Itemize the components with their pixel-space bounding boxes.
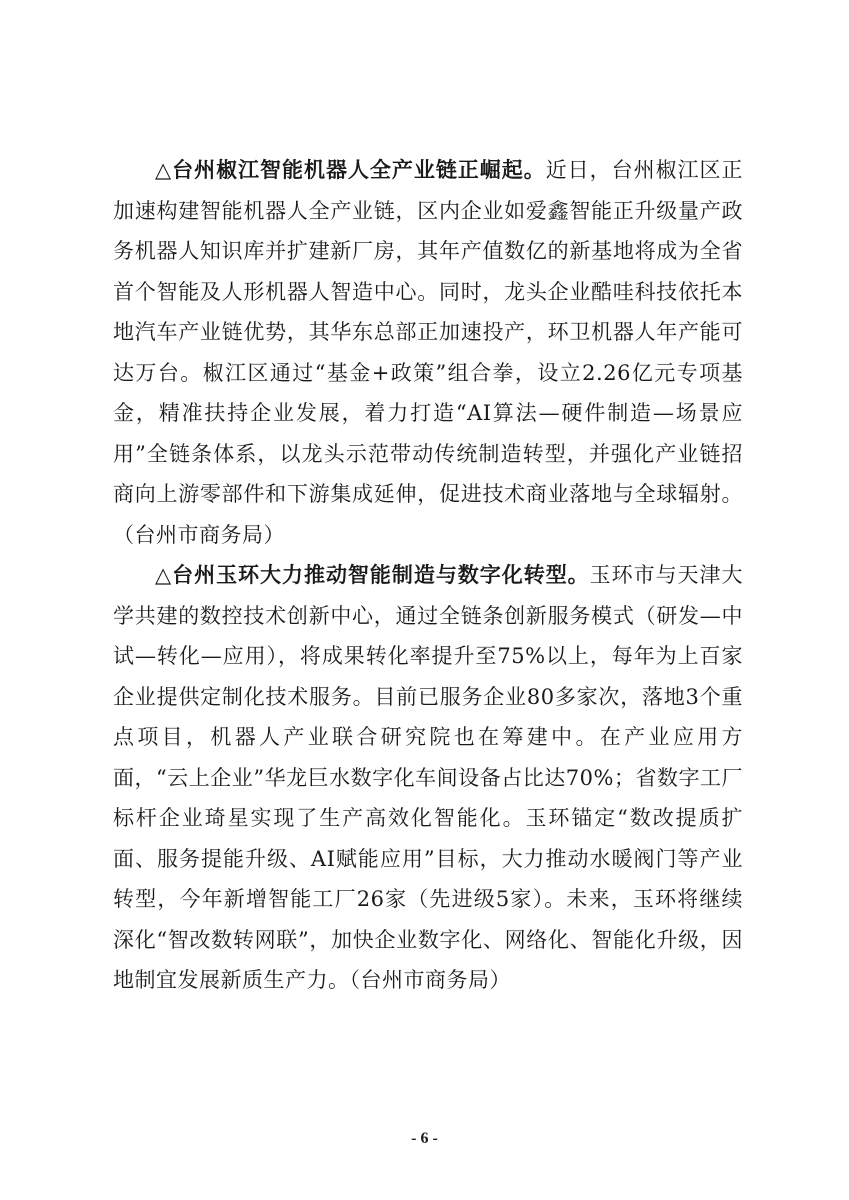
news-paragraph-jiaojiang [113,150,743,555]
document-body [113,150,743,1001]
paragraph-text: 近日，台州椒江区正加速构建智能机器人全产业链，区内企业如爱鑫智能正升级量产政务机器人知识库并扩建新厂房，其年产值数亿的新基地将成为全省首个智能及人形机器人智造中心。同时，龙头企业酷哇科技依托本地汽车产业链优势，其华东总部正加速投产，环卫机器人年产能可达万台。椒江区通过“基金+政策”组合拳，设立2.26亿元专项基金，精准扶持企业发展，着力打造“AI算法—硬件制造—场景应用”全链条体系，以龙头示范带动传统制造转型，并强化产业链招商向上游零部件和下游集成延伸，促进技术商业落地与全球辐射。（台州市商务局） [113,158,744,547]
paragraph-headline: △台州玉环大力推动智能制造与数字化转型。 [155,563,590,587]
news-paragraph-yuhuan [113,555,743,1001]
paragraph-headline: △台州椒江智能机器人全产业链正崛起。 [155,158,546,182]
page-number: - 6 - [411,1130,438,1147]
paragraph-text: 玉环市与天津大学共建的数控技术创新中心，通过全链条创新服务模式（研发—中试—转化—应用），将成果转化率提升至75%以上，每年为上百家企业提供定制化技术服务。目前已服务企业80多家次，落地3个重点项目，机器人产业联合研究院也在筹建中。在产业应用方面，“云上企业”华龙巨水数字化车间设备占比达70%；省数字工厂标杆企业琦星实现了生产高效化智能化。玉环锚定“数改提质扩面、服务提能升级、AI赋能应用”目标，大力推动水暖阀门等产业转型，今年新增智能工厂26家（先进级5家）。未来，玉环将继续深化“智改数转网联”，加快企业数字化、网络化、智能化升级，因地制宜发展新质生产力。（台州市商务局） [113,563,744,992]
